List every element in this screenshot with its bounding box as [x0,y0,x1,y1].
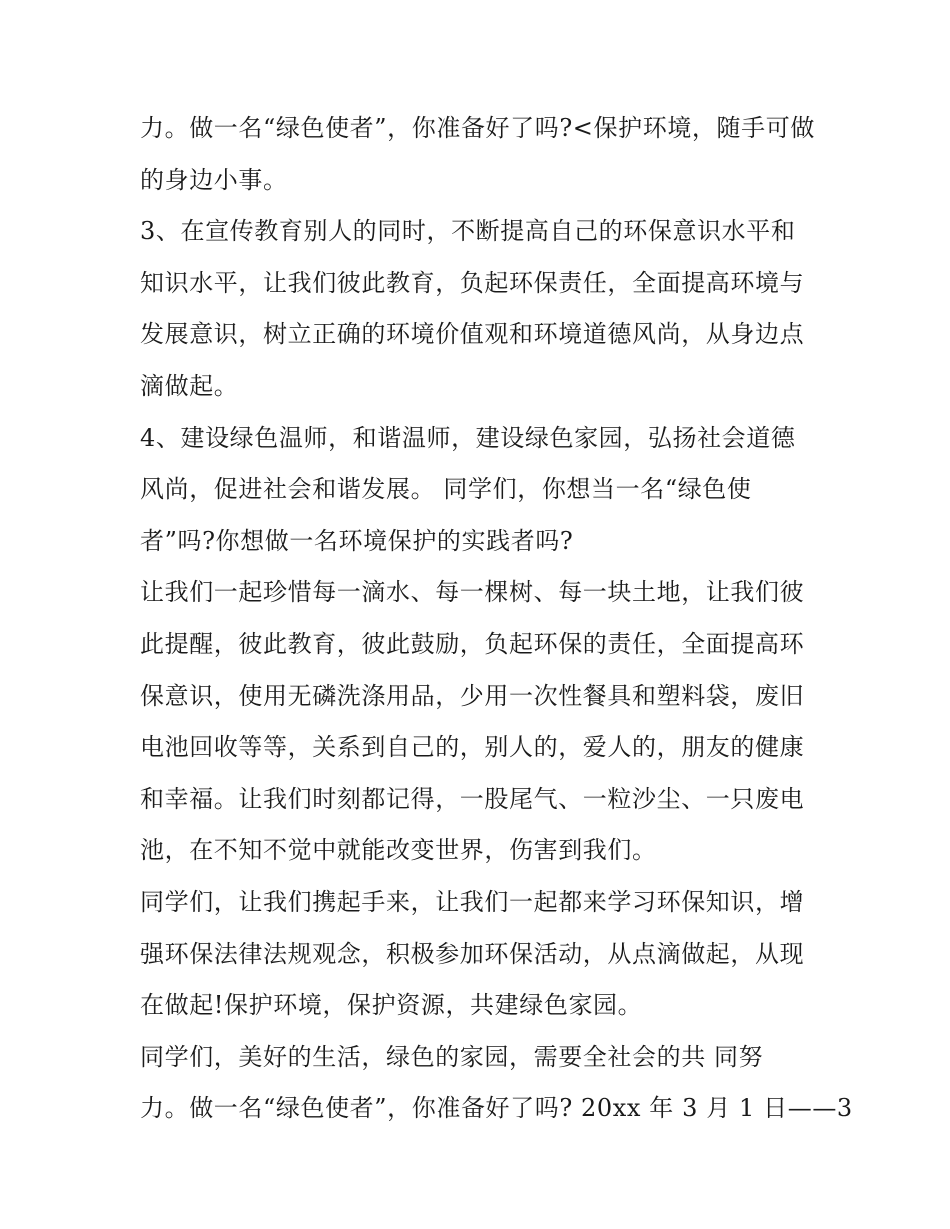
text-line: 者”吗?你想做一名环境保护的实践者吗? [140,526,574,555]
text-line: 风尚，促进社会和谐发展。 同学们，你想当一名“绿色使 [140,475,752,504]
text-line: 和幸福。让我们时刻都记得，一股尾气、一粒沙尘、一只废电 [140,784,805,813]
text-line: 保意识，使用无磷洗涤用品，少用一次性餐具和塑料袋，废旧 [140,681,805,710]
text-line: 在做起!保护环境，保护资源，共建绿色家园。 [140,991,643,1020]
text-line: 发展意识，树立正确的环境价值观和环境道德风尚，从身边点 [140,320,805,349]
text-line: 电池回收等等，关系到自己的，别人的，爱人的，朋友的健康 [140,733,805,762]
text-line: 的身边小事。 [140,165,288,194]
text-line: 力。做一名“绿色使者”，你准备好了吗? 20xx 年 3 月 1 日——3 [140,1094,853,1123]
text-line: 同学们，让我们携起手来，让我们一起都来学习环保知识，增 [140,887,805,916]
text-line: 池，在不知不觉中就能改变世界，伤害到我们。 [140,836,657,865]
text-line: 滴做起。 [140,371,239,400]
text-line: 让我们一起珍惜每一滴水、每一棵树、每一块土地，让我们彼 [140,578,805,607]
text-line: 力。做一名“绿色使者”，你准备好了吗?<保护环境，随手可做 [140,114,815,142]
text-line: 3、在宣传教育别人的同时，不断提高自己的环保意识水平和 [140,217,796,246]
text-line: 同学们，美好的生活，绿色的家园，需要全社会的共 同努 [140,1042,764,1071]
text-line: 知识水平，让我们彼此教育，负起环保责任，全面提高环境与 [140,268,805,297]
text-line: 此提醒，彼此教育，彼此鼓励，负起环保的责任，全面提高环 [140,629,805,658]
document-body [140,103,853,1135]
text-line: 强环保法律法规观念，积极参加环保活动，从点滴做起，从现 [140,939,805,968]
text-line: 4、建设绿色温师，和谐温师，建设绿色家园，弘扬社会道德 [140,423,796,452]
